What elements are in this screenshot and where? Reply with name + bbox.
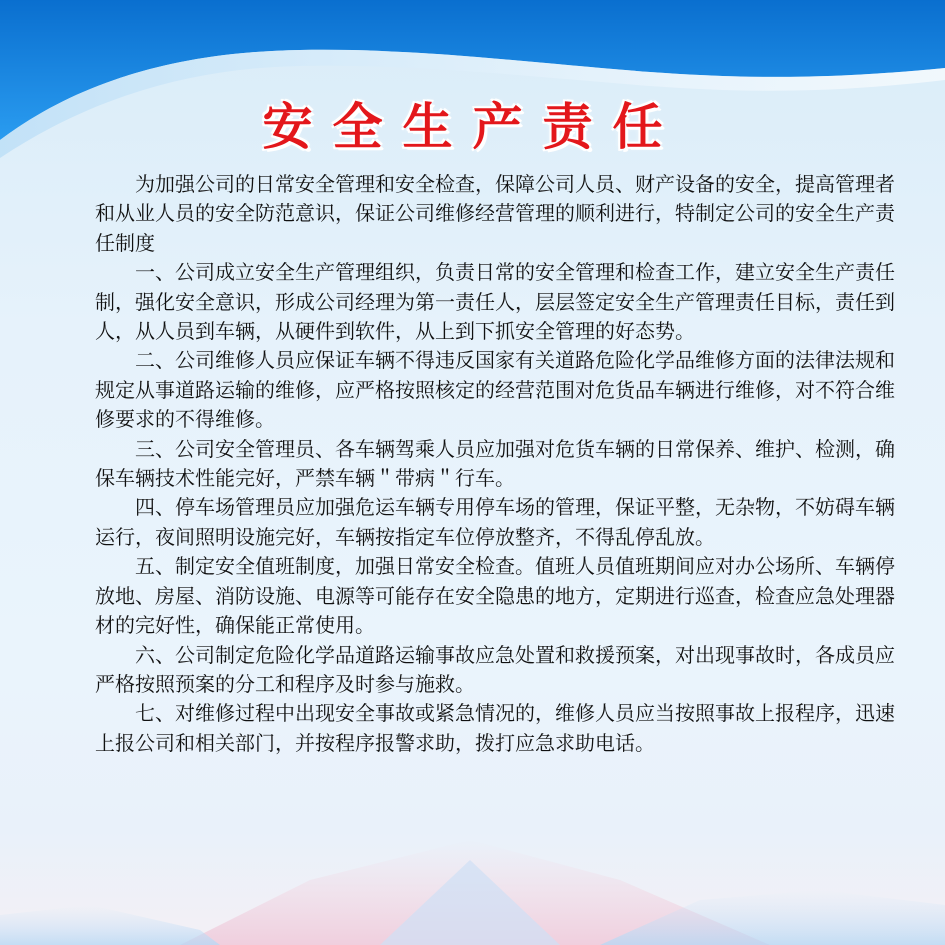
intro-paragraph: 为加强公司的日常安全管理和安全检查，保障公司人员、财产设备的安全，提高管理者和从业人员的安全防范意识，保证公司维修经营管理的顺利进行，特制定公司的安全生产责任制度: [95, 172, 895, 255]
clause-2: 二、公司维修人员应保证车辆不得违反国家有关道路危险化学品维修方面的法律法规和规定从事道路运输的维修，应严格按照核定的经营范围对危货品车辆进行维修，对不符合维修要求的不得维修。: [95, 348, 895, 432]
clause-3: 三、公司安全管理员、各车辆驾乘人员应加强对危货车辆的日常保养、维护、检测，确保车辆技术性能完好，严禁车辆＂带病＂行车。: [95, 436, 895, 491]
clause-7: 七、对维修过程中出现安全事故或紧急情况的，维修人员应当按照事故上报程序，迅速上报公司和相关部门，并按程序报警求助，拨打应急求助电话。: [95, 701, 895, 755]
clause-6: 六、公司制定危险化学品道路运输事故应急处置和救援预案，对出现事故时，各成员应严格按照预案的分工和程序及时参与施救。: [95, 642, 895, 696]
poster-title: 安全生产责任: [262, 98, 683, 156]
clause-5: 五、制定安全值班制度，加强日常安全检查。值班人员值班期间应对办公场所、车辆停放地、房屋、消防设施、电源等可能存在安全隐患的地方，定期进行巡查，检查应急处理器材的完好性，确保能正常使用。: [95, 554, 895, 638]
poster-body: [95, 170, 895, 758]
clause-1: 一、公司成立安全生产管理组织，负责日常的安全管理和检查工作，建立安全生产责任制，强化安全意识，形成公司经理为第一责任人，层层签定安全生产管理责任目标，责任到人，从人员到车辆，从硬件到软件，从上到下抓安全管理的好态势。: [95, 260, 895, 344]
clause-4: 四、停车场管理员应加强危运车辆专用停车场的管理，保证平整，无杂物，不妨碍车辆运行，夜间照明设施完好，车辆按指定车位停放整齐，不得乱停乱放。: [95, 495, 895, 549]
